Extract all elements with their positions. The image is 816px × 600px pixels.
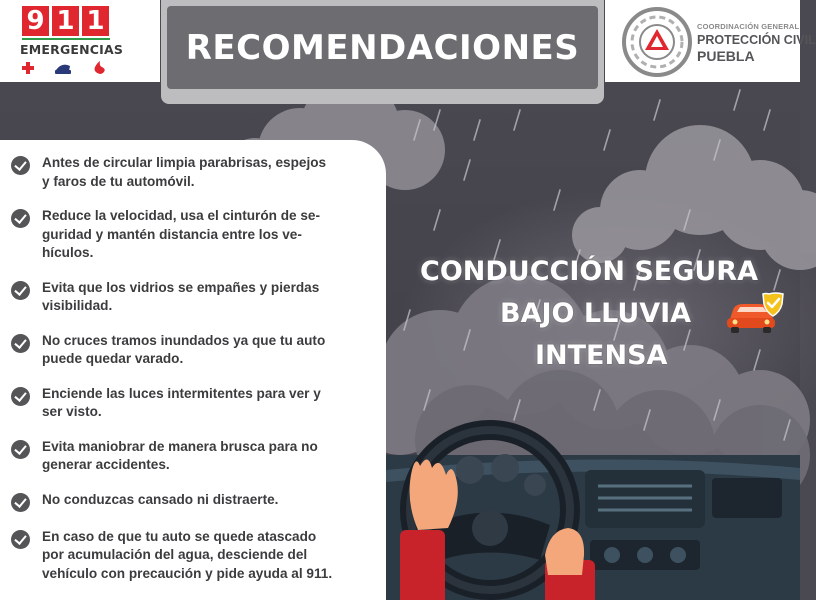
safe-car-icon (725, 290, 785, 335)
check-circle-icon (11, 530, 30, 549)
headline-line-2: BAJO LLUVIA (500, 298, 692, 329)
check-circle-icon (11, 440, 30, 459)
list-item (11, 279, 361, 316)
police-cap-icon (55, 65, 71, 74)
headline-line-1: CONDUCCIÓN SEGURA (420, 256, 758, 287)
list-item (11, 438, 361, 475)
list-item (11, 154, 361, 191)
list-item (11, 491, 361, 512)
recommendation-text: Evita que los vidrios se empañes y pierdas visibilidad. (42, 279, 320, 313)
recommendation-text: Enciende las luces intermitentes para ver y ser visto. (42, 385, 321, 419)
green-rule (22, 38, 110, 40)
list-item (11, 207, 361, 263)
recommendation-text: Evita maniobrar de manera brusca para no generar accidentes. (42, 438, 318, 472)
digit: 1 (82, 6, 109, 36)
list-item (11, 332, 361, 369)
check-circle-icon (11, 334, 30, 353)
page-title: RECOMENDACIONES (185, 27, 580, 68)
digit: 9 (22, 6, 49, 36)
title-plate (167, 6, 598, 89)
recommendation-text: Antes de circular limpia parabrisas, espejos y faros de tu automóvil. (42, 155, 327, 189)
check-circle-icon (11, 493, 30, 512)
check-circle-icon (11, 209, 30, 228)
pc-line-3: PUEBLA (697, 48, 755, 64)
pc-line-1: COORDINACIÓN GENERAL (697, 22, 800, 31)
pc-line-2: PROTECCIÓN CIVIL (697, 33, 816, 47)
emergency-icons (22, 60, 112, 76)
check-circle-icon (11, 156, 30, 175)
logo-911-digits (22, 6, 109, 36)
red-cross-icon (22, 62, 34, 74)
check-circle-icon (11, 281, 30, 300)
recommendation-text: No conduzcas cansado ni distraerte. (42, 491, 279, 507)
fire-icon (95, 61, 105, 74)
logo-proteccion-civil (605, 0, 816, 82)
title-banner (161, 0, 604, 104)
digit: 1 (52, 6, 79, 36)
logo-911-emergencias (0, 0, 160, 82)
check-circle-icon (11, 387, 30, 406)
recommendations-list (11, 154, 361, 583)
list-item (11, 385, 361, 422)
proteccion-civil-seal-icon (621, 6, 693, 78)
recommendation-text: Reduce la velocidad, usa el cinturón de se- guridad y mantén distancia entre los ve- hículos. (42, 208, 321, 260)
list-item (11, 528, 361, 584)
headline-line-3: INTENSA (535, 340, 668, 371)
recommendation-text: En caso de que tu auto se quede atascado por acumulación del agua, desciende del vehículo con precaución y pide ayuda al 911. (42, 528, 333, 581)
recommendation-text: No cruces tramos inundados ya que tu auto puede quedar varado. (42, 332, 326, 366)
logo-911-label: EMERGENCIAS (20, 42, 124, 57)
recommendations-card (0, 140, 386, 600)
